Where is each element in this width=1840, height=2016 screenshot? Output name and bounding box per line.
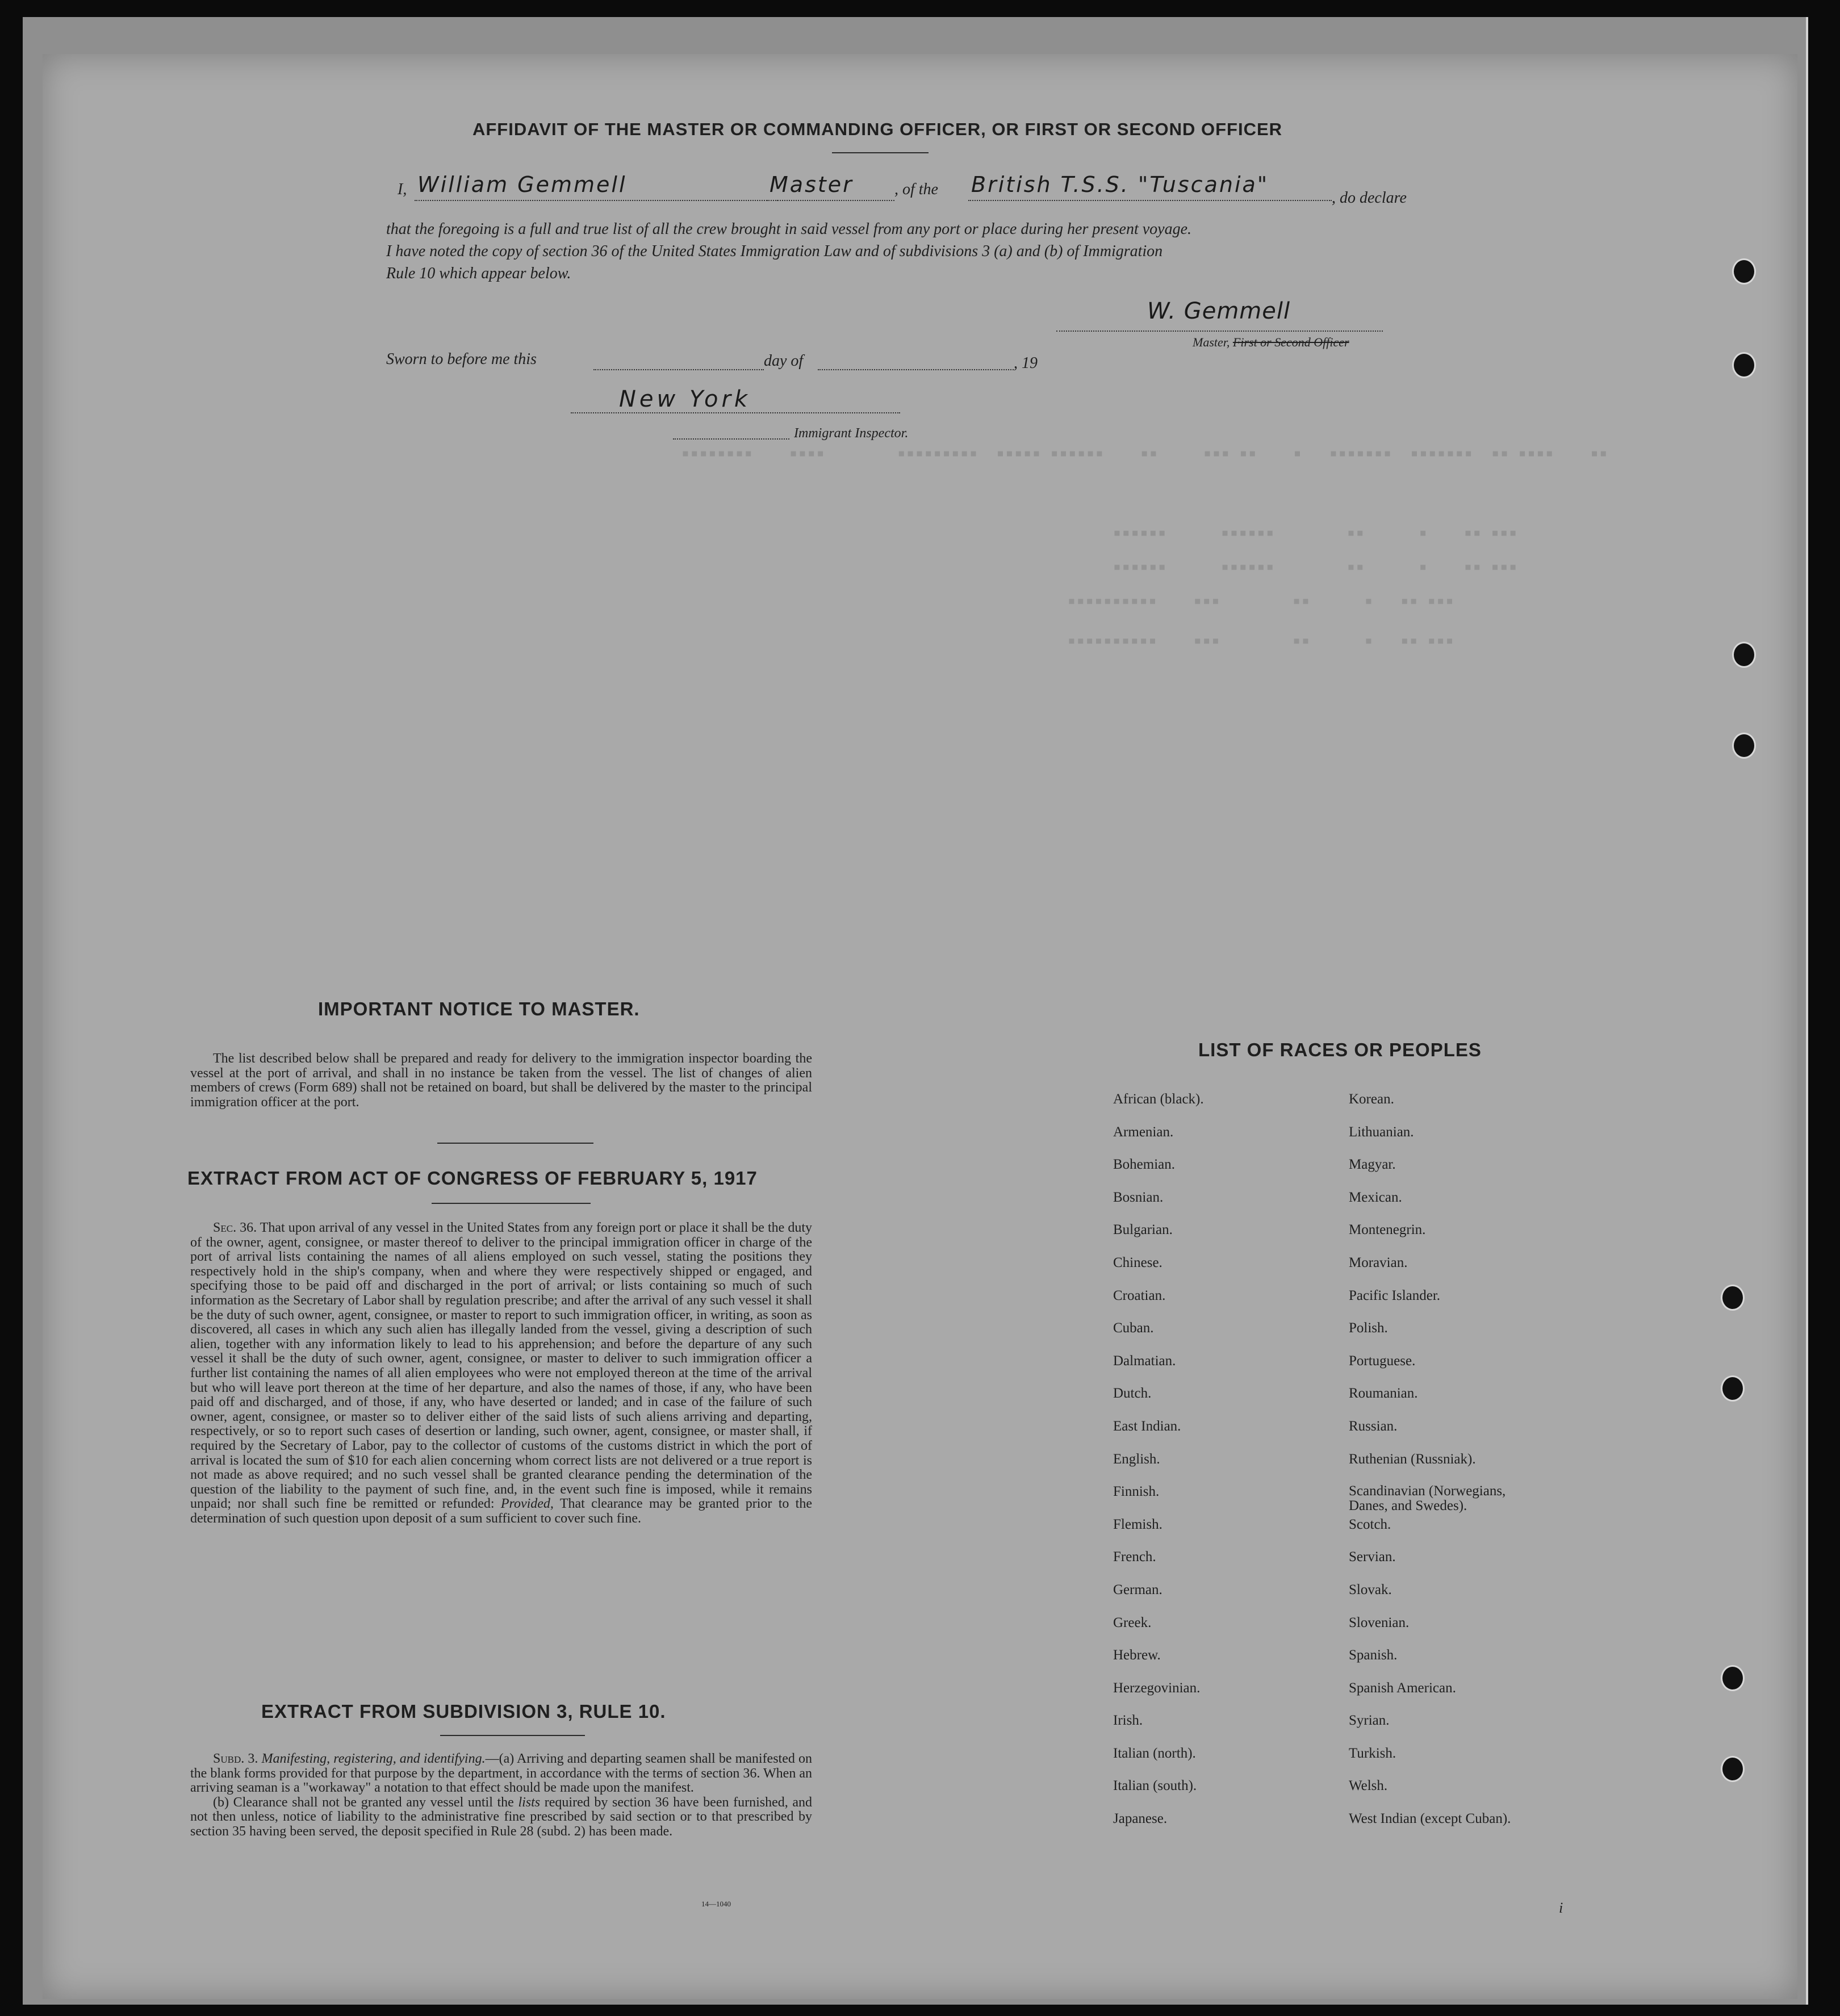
punch-hole-icon — [1732, 258, 1756, 285]
race-item: Russian. — [1349, 1418, 1398, 1434]
affidavit-line-3: I have noted the copy of section 36 of the United States Immigration Law and of subdivisions 3 (a) and (b) of Immigration — [386, 242, 1163, 260]
punch-hole-icon — [1721, 1665, 1745, 1691]
bleed-through-text: ▪▪▪▪▪▪ ▪▪▪▪▪▪ ▪▪ ▪ ▪▪ ▪▪▪ — [1113, 525, 1519, 540]
affidavit-line-2: that the foregoing is a full and true list of all the crew brought in said vessel from any port or place during her present voyage. — [386, 220, 1192, 238]
race-item: Turkish. — [1349, 1745, 1396, 1761]
divider — [437, 1143, 593, 1144]
place-line — [571, 412, 900, 413]
race-item: Greek. — [1113, 1615, 1152, 1630]
inspector-line — [673, 438, 789, 440]
notice-heading: IMPORTANT NOTICE TO MASTER. — [318, 998, 640, 1019]
bleed-through-text: ▪▪▪▪▪▪ ▪▪▪▪▪▪ ▪▪ ▪ ▪▪ ▪▪▪ — [1113, 559, 1519, 574]
race-item: Italian (north). — [1113, 1745, 1196, 1761]
form-number: 14—1040 — [701, 1900, 731, 1908]
bleed-through-text: ▪▪▪▪▪▪▪▪▪▪ ▪▪▪ ▪▪ ▪ ▪▪ ▪▪▪ — [1068, 633, 1455, 648]
rule-heading: EXTRACT FROM SUBDIVISION 3, RULE 10. — [261, 1701, 666, 1722]
race-item: Slovak. — [1349, 1582, 1392, 1597]
affidavit-heading: AFFIDAVIT OF THE MASTER OR COMMANDING OFFICER, OR FIRST OR SECOND OFFICER — [472, 119, 1283, 139]
race-item: French. — [1113, 1549, 1156, 1565]
race-item: Bosnian. — [1113, 1189, 1164, 1205]
affidavit-line-4: Rule 10 which appear below. — [386, 265, 571, 282]
race-item: Croatian. — [1113, 1287, 1166, 1303]
punch-hole-icon — [1732, 352, 1756, 378]
act-heading: EXTRACT FROM ACT OF CONGRESS OF FEBRUARY 5, 1917 — [187, 1168, 758, 1189]
races-heading: LIST OF RACES OR PEOPLES — [1198, 1039, 1482, 1060]
race-item: Japanese. — [1113, 1811, 1168, 1827]
divider — [432, 1203, 591, 1204]
race-item: Hebrew. — [1113, 1647, 1161, 1663]
race-item: Herzegovinian. — [1113, 1680, 1201, 1696]
sworn-month-line — [818, 369, 1014, 370]
margin-mark: i — [1559, 1900, 1563, 1916]
sec-label: Sec. 36. — [213, 1220, 257, 1235]
inspector-label: Immigrant Inspector. — [794, 426, 909, 441]
race-item: Cuban. — [1113, 1320, 1154, 1336]
race-item: Montenegrin. — [1349, 1222, 1426, 1238]
race-item: Moravian. — [1349, 1254, 1408, 1270]
race-item: English. — [1113, 1451, 1160, 1467]
divider — [832, 152, 929, 153]
punch-hole-icon — [1732, 642, 1756, 668]
race-item: Italian (south). — [1113, 1778, 1197, 1794]
race-item: Armenian. — [1113, 1124, 1174, 1140]
punch-hole-icon — [1721, 1375, 1745, 1402]
race-item: Pacific Islander. — [1349, 1287, 1441, 1303]
signature-line — [1056, 331, 1383, 332]
divider — [440, 1735, 585, 1736]
race-item: Bohemian. — [1113, 1157, 1176, 1173]
race-item: Lithuanian. — [1349, 1124, 1414, 1140]
races-right-column — [1349, 1091, 1542, 1844]
act-text: Sec. 36. That upon arrival of any vessel in the United States from any foreign port or place it shall be the duty of the owner, agent, consignee, or master thereof to deliver to the principal immigration officer in charge of the port of arrival lists containing the names of all aliens employed on such vessel, stating the positions they respectively hold in the ship's company, when and where they were respectively shipped or engaged, and specifying those to be paid off and discharged in the port of arrival; or lists containing so much of such information as the Secretary of Labor shall by regulation prescribe; and after the arrival of any such vessel it shall be the duty of such owner, agent, consignee, or master to report to such immigration officer, in writing, as soon as discovered, all cases in which any such alien has illegally landed from the vessel, giving a description of such alien, together with any information likely to lead to his apprehension; and before the departure of any such vessel it shall be the duty of such owner, agent, consignee, or master to deliver to such immigration officer a further list containing the names of all alien employees who were not employed thereon at the time of the arrival but who will leave port thereon at the time of her departure, and also the names of those, if any, who have been paid off and discharged, and of those, if any, who have deserted or landed; and in case of the failure of such owner, agent, consignee, or master so to deliver either of the said lists of such aliens arriving and departing, respectively, or so to report such cases of desertion or landing, such owner, agent, consignee, or master shall, if required by the Secretary of Labor, pay to the collector of customs of the customs district in which the port of arrival is located the sum of $10 for each alien concerning whom correct lists are not delivered or a true report is not made as above required; and no such vessel shall be granted clearance pending the determination of the question of the liability to the payment of such fine, and, in the event such fine is imposed, while it remains unpaid; nor shall such fine be remitted or refunded: Provided, That clearance may be granted prior to the determination of such question upon deposit of a sum sufficient to cover such fine. — [190, 1220, 813, 1526]
race-item: Mexican. — [1349, 1189, 1402, 1205]
affidavit-i-prefix: I, — [398, 181, 407, 198]
race-item: Flemish. — [1113, 1516, 1162, 1532]
race-item: Dalmatian. — [1113, 1353, 1176, 1369]
of-the-label: , of the — [894, 181, 938, 198]
rule-text: Subd. 3. Manifesting, registering, and identifying.—(a) Arriving and departing seamen shall be manifested on the blank forms provided for that purpose by the department, in accordance with the terms of section 36. When an arriving seaman is a "workaway" a notation to that effect should be made upon the manifest. (b) Clearance shall not be granted any vessel until the lists required by section 36 have been furnished, and not then unless, notice of liability to the administrative fine prescribed by said section or to that prescribed by section 35 having been served, the deposit specified in Rule 28 (subd. 2) has been made. — [190, 1751, 813, 1839]
races-left-column — [1113, 1091, 1204, 1844]
race-item: Magyar. — [1349, 1157, 1396, 1173]
punch-hole-icon — [1732, 733, 1756, 759]
punch-hole-icon — [1721, 1756, 1745, 1782]
race-item: Slovenian. — [1349, 1615, 1410, 1630]
race-item: Welsh. — [1349, 1778, 1388, 1794]
race-item: Dutch. — [1113, 1386, 1152, 1402]
day-of-label: day of — [764, 352, 804, 370]
sworn-label: Sworn to before me this — [386, 350, 537, 368]
rank-value: Master — [770, 172, 854, 197]
notice-text: The list described below shall be prepared and ready for delivery to the immigration inspector boarding the vessel at the port of arrival, and shall in no instance be taken from the vessel. The list of changes of alien members of crews (Form 689) shall not be retained on board, but shall be delivered by the master to the principal immigration officer at the port. — [190, 1051, 812, 1110]
vessel-line — [968, 200, 1332, 201]
race-item: German. — [1113, 1582, 1162, 1597]
race-item: Spanish American. — [1349, 1680, 1456, 1696]
race-item: Roumanian. — [1349, 1386, 1418, 1402]
bleed-through-text: ▪▪▪▪▪▪▪▪▪▪ ▪▪▪ ▪▪ ▪ ▪▪ ▪▪▪ — [1068, 593, 1455, 608]
race-item: Spanish. — [1349, 1647, 1398, 1663]
race-item: Chinese. — [1113, 1254, 1162, 1270]
bleed-through-text: ▪▪▪▪▪▪▪▪ ▪▪▪▪ ▪▪▪▪▪▪▪▪▪ ▪▪▪▪▪ ▪▪▪▪▪▪ ▪▪ ▪▪▪ ▪▪ ▪ ▪▪▪▪▪▪▪ ▪▪▪▪▪▪▪ ▪▪ ▪▪▪▪ ▪▪ — [681, 446, 1609, 461]
sworn-day-line — [593, 369, 764, 370]
punch-hole-icon — [1721, 1285, 1745, 1311]
race-item: Ruthenian (Russniak). — [1349, 1451, 1476, 1467]
race-item: West Indian (except Cuban). — [1349, 1811, 1511, 1827]
signature-caption: Master, First or Second Officer — [1193, 335, 1349, 349]
race-item: Irish. — [1113, 1713, 1143, 1729]
race-item: Scotch. — [1349, 1516, 1391, 1532]
race-item: Servian. — [1349, 1549, 1396, 1565]
race-item: East Indian. — [1113, 1418, 1181, 1434]
race-item: Polish. — [1349, 1320, 1388, 1336]
vessel-name: British T.S.S. "Tuscania" — [971, 172, 1269, 197]
master-name: William Gemmell — [417, 172, 627, 197]
race-item: Portuguese. — [1349, 1353, 1416, 1369]
race-item: Bulgarian. — [1113, 1222, 1173, 1238]
year-prefix-label: , 19 — [1014, 354, 1038, 372]
do-declare-label: , do declare — [1332, 189, 1407, 207]
race-item: Syrian. — [1349, 1713, 1390, 1729]
race-item: Scandinavian (Norwegians, Danes, and Swedes). — [1349, 1483, 1506, 1514]
race-item: Finnish. — [1113, 1484, 1160, 1500]
race-item: African (black). — [1113, 1091, 1204, 1107]
master-signature: W. Gemmell — [1147, 298, 1291, 324]
race-item: Korean. — [1349, 1091, 1394, 1107]
place-value: New York — [619, 386, 751, 412]
rank-line — [767, 200, 894, 201]
name-line — [415, 200, 778, 201]
